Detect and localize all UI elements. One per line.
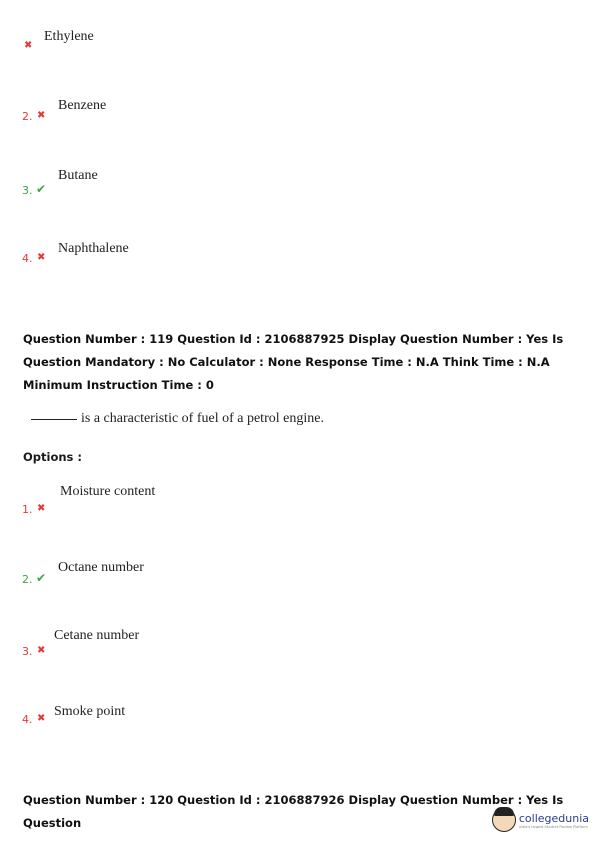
option-number: 1.	[22, 503, 33, 516]
logo-name: collegedunia	[518, 811, 589, 825]
wrong-mark-icon: ✖	[37, 645, 46, 656]
answer-blank	[31, 419, 77, 420]
option-text: Butane	[58, 168, 98, 183]
logo-text	[519, 812, 589, 829]
options-label: Options :	[23, 450, 82, 464]
option-number: 4.	[22, 252, 33, 265]
option-text: Benzene	[58, 98, 107, 113]
question-header: Question Number : 119 Question Id : 2106887925 Display Question Number : Yes Is Question Mandatory : No Calculator : None Response Time : N.A Think Time : N.A Minimum Instruction Time : 0	[23, 332, 564, 392]
option-text: Octane number	[58, 560, 144, 575]
wrong-mark-icon: ✖	[37, 713, 46, 724]
logo-tagline: India's largest Student Review Platform	[518, 824, 588, 829]
question-stem-text: is a characteristic of fuel of a petrol engine.	[81, 411, 324, 426]
option-text: Moisture content	[60, 484, 156, 499]
option-number: 3.	[22, 184, 33, 197]
avatar-icon	[492, 808, 516, 832]
option-text: Naphthalene	[58, 241, 129, 256]
wrong-mark-icon: ✖	[37, 110, 46, 121]
option-number: 2.	[22, 110, 33, 123]
correct-mark-icon: ✔	[36, 182, 47, 196]
option-text: Smoke point	[54, 704, 126, 719]
wrong-mark-icon: ✖	[37, 503, 46, 514]
option-text: Ethylene	[44, 29, 94, 44]
option-number: 4.	[22, 713, 33, 726]
collegedunia-logo	[492, 808, 589, 832]
wrong-mark-icon: ✖	[37, 252, 46, 263]
correct-mark-icon: ✔	[36, 571, 47, 585]
option-number: 3.	[22, 645, 33, 658]
option-number: 2.	[22, 573, 33, 586]
question-header: Question Number : 120 Question Id : 2106887926 Display Question Number : Yes Is Question	[23, 793, 564, 830]
option-text: Cetane number	[54, 628, 140, 643]
wrong-mark-icon: ✖	[24, 40, 33, 51]
question-stem	[31, 411, 324, 427]
